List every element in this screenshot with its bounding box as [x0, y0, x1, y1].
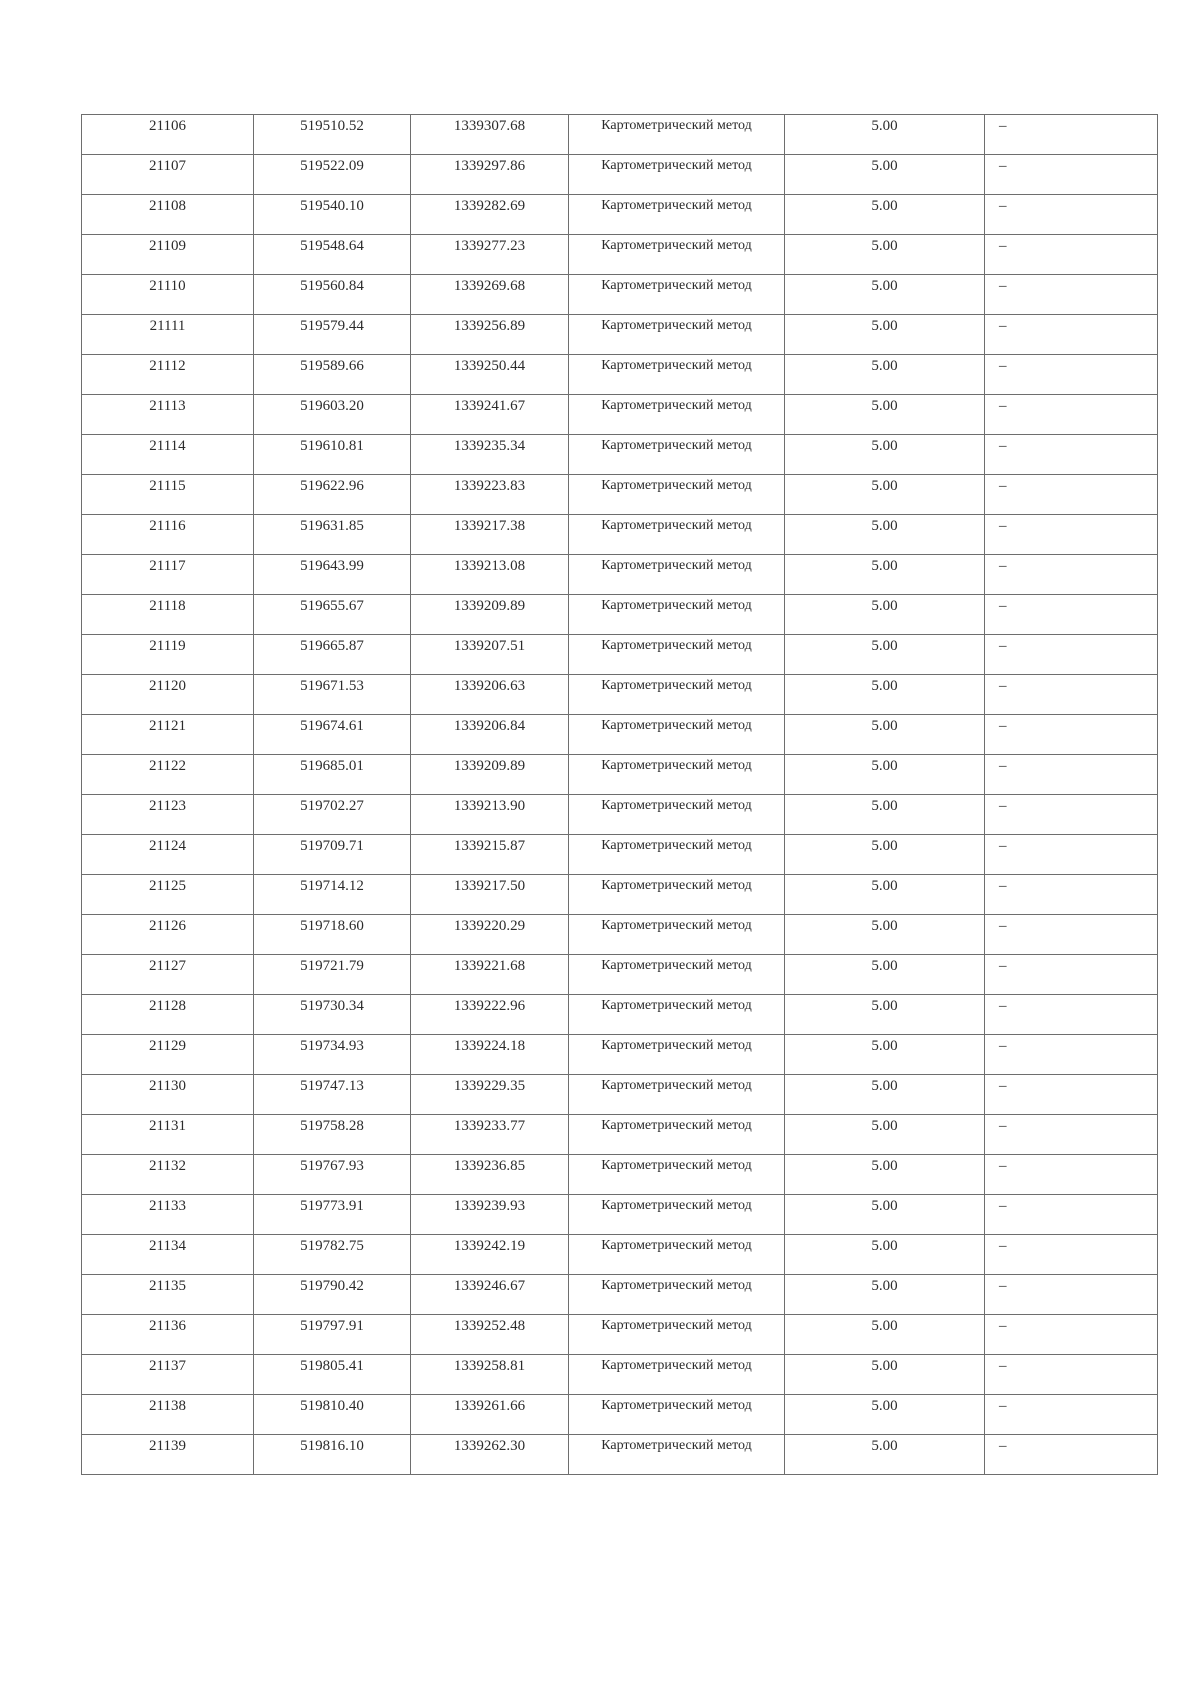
table-row [82, 1195, 1158, 1235]
method-cell: Картометрический метод [569, 475, 785, 515]
method-cell: Картометрический метод [569, 1315, 785, 1355]
x-coordinate-cell: 519730.34 [254, 995, 411, 1035]
y-coordinate-cell: 1339256.89 [411, 315, 569, 355]
point-number-cell: 21137 [82, 1355, 254, 1395]
x-coordinate-cell: 519631.85 [254, 515, 411, 555]
y-coordinate-cell: 1339233.77 [411, 1115, 569, 1155]
y-coordinate-cell: 1339258.81 [411, 1355, 569, 1395]
table-row [82, 1035, 1158, 1075]
method-cell: Картометрический метод [569, 1355, 785, 1395]
point-number-cell: 21127 [82, 955, 254, 995]
y-coordinate-cell: 1339236.85 [411, 1155, 569, 1195]
point-number-cell: 21125 [82, 875, 254, 915]
y-coordinate-cell: 1339282.69 [411, 195, 569, 235]
note-cell: – [985, 235, 1158, 275]
note-cell: – [985, 795, 1158, 835]
note-cell: – [985, 275, 1158, 315]
table-row [82, 155, 1158, 195]
table-row [82, 555, 1158, 595]
accuracy-cell: 5.00 [785, 315, 985, 355]
x-coordinate-cell: 519685.01 [254, 755, 411, 795]
point-number-cell: 21111 [82, 315, 254, 355]
table-row [82, 1115, 1158, 1155]
accuracy-cell: 5.00 [785, 1035, 985, 1075]
point-number-cell: 21124 [82, 835, 254, 875]
accuracy-cell: 5.00 [785, 1355, 985, 1395]
note-cell: – [985, 195, 1158, 235]
accuracy-cell: 5.00 [785, 475, 985, 515]
method-cell: Картометрический метод [569, 355, 785, 395]
y-coordinate-cell: 1339224.18 [411, 1035, 569, 1075]
x-coordinate-cell: 519721.79 [254, 955, 411, 995]
y-coordinate-cell: 1339209.89 [411, 755, 569, 795]
y-coordinate-cell: 1339207.51 [411, 635, 569, 675]
y-coordinate-cell: 1339277.23 [411, 235, 569, 275]
table-row [82, 235, 1158, 275]
point-number-cell: 21138 [82, 1395, 254, 1435]
note-cell: – [985, 1355, 1158, 1395]
table-row [82, 835, 1158, 875]
y-coordinate-cell: 1339223.83 [411, 475, 569, 515]
y-coordinate-cell: 1339213.08 [411, 555, 569, 595]
point-number-cell: 21122 [82, 755, 254, 795]
table-row [82, 635, 1158, 675]
method-cell: Картометрический метод [569, 1395, 785, 1435]
x-coordinate-cell: 519655.67 [254, 595, 411, 635]
method-cell: Картометрический метод [569, 555, 785, 595]
x-coordinate-cell: 519810.40 [254, 1395, 411, 1435]
y-coordinate-cell: 1339217.50 [411, 875, 569, 915]
point-number-cell: 21113 [82, 395, 254, 435]
table-row [82, 195, 1158, 235]
method-cell: Картометрический метод [569, 995, 785, 1035]
coordinates-table [81, 114, 1158, 1475]
method-cell: Картометрический метод [569, 195, 785, 235]
x-coordinate-cell: 519709.71 [254, 835, 411, 875]
method-cell: Картометрический метод [569, 1235, 785, 1275]
accuracy-cell: 5.00 [785, 1275, 985, 1315]
accuracy-cell: 5.00 [785, 555, 985, 595]
y-coordinate-cell: 1339222.96 [411, 995, 569, 1035]
x-coordinate-cell: 519767.93 [254, 1155, 411, 1195]
accuracy-cell: 5.00 [785, 1195, 985, 1235]
accuracy-cell: 5.00 [785, 155, 985, 195]
y-coordinate-cell: 1339239.93 [411, 1195, 569, 1235]
table-row [82, 995, 1158, 1035]
table-row [82, 1155, 1158, 1195]
method-cell: Картометрический метод [569, 1195, 785, 1235]
x-coordinate-cell: 519782.75 [254, 1235, 411, 1275]
point-number-cell: 21130 [82, 1075, 254, 1115]
accuracy-cell: 5.00 [785, 195, 985, 235]
method-cell: Картометрический метод [569, 1115, 785, 1155]
y-coordinate-cell: 1339206.63 [411, 675, 569, 715]
accuracy-cell: 5.00 [785, 435, 985, 475]
point-number-cell: 21118 [82, 595, 254, 635]
accuracy-cell: 5.00 [785, 235, 985, 275]
accuracy-cell: 5.00 [785, 835, 985, 875]
point-number-cell: 21114 [82, 435, 254, 475]
method-cell: Картометрический метод [569, 835, 785, 875]
point-number-cell: 21136 [82, 1315, 254, 1355]
accuracy-cell: 5.00 [785, 915, 985, 955]
accuracy-cell: 5.00 [785, 795, 985, 835]
note-cell: – [985, 435, 1158, 475]
x-coordinate-cell: 519540.10 [254, 195, 411, 235]
point-number-cell: 21131 [82, 1115, 254, 1155]
method-cell: Картометрический метод [569, 915, 785, 955]
point-number-cell: 21110 [82, 275, 254, 315]
x-coordinate-cell: 519805.41 [254, 1355, 411, 1395]
accuracy-cell: 5.00 [785, 755, 985, 795]
point-number-cell: 21112 [82, 355, 254, 395]
method-cell: Картометрический метод [569, 1155, 785, 1195]
note-cell: – [985, 1075, 1158, 1115]
table-row [82, 875, 1158, 915]
note-cell: – [985, 995, 1158, 1035]
y-coordinate-cell: 1339269.68 [411, 275, 569, 315]
y-coordinate-cell: 1339241.67 [411, 395, 569, 435]
x-coordinate-cell: 519610.81 [254, 435, 411, 475]
point-number-cell: 21132 [82, 1155, 254, 1195]
method-cell: Картометрический метод [569, 795, 785, 835]
method-cell: Картометрический метод [569, 1275, 785, 1315]
y-coordinate-cell: 1339209.89 [411, 595, 569, 635]
accuracy-cell: 5.00 [785, 1075, 985, 1115]
table-row [82, 395, 1158, 435]
x-coordinate-cell: 519548.64 [254, 235, 411, 275]
x-coordinate-cell: 519797.91 [254, 1315, 411, 1355]
accuracy-cell: 5.00 [785, 635, 985, 675]
method-cell: Картометрический метод [569, 115, 785, 155]
x-coordinate-cell: 519665.87 [254, 635, 411, 675]
x-coordinate-cell: 519522.09 [254, 155, 411, 195]
accuracy-cell: 5.00 [785, 1235, 985, 1275]
x-coordinate-cell: 519702.27 [254, 795, 411, 835]
y-coordinate-cell: 1339297.86 [411, 155, 569, 195]
point-number-cell: 21115 [82, 475, 254, 515]
point-number-cell: 21129 [82, 1035, 254, 1075]
table-row [82, 1075, 1158, 1115]
note-cell: – [985, 915, 1158, 955]
y-coordinate-cell: 1339213.90 [411, 795, 569, 835]
note-cell: – [985, 675, 1158, 715]
note-cell: – [985, 1275, 1158, 1315]
x-coordinate-cell: 519758.28 [254, 1115, 411, 1155]
note-cell: – [985, 755, 1158, 795]
x-coordinate-cell: 519714.12 [254, 875, 411, 915]
note-cell: – [985, 115, 1158, 155]
table-row [82, 955, 1158, 995]
table-row [82, 275, 1158, 315]
point-number-cell: 21117 [82, 555, 254, 595]
accuracy-cell: 5.00 [785, 1395, 985, 1435]
method-cell: Картометрический метод [569, 1035, 785, 1075]
accuracy-cell: 5.00 [785, 395, 985, 435]
method-cell: Картометрический метод [569, 955, 785, 995]
table-row [82, 915, 1158, 955]
point-number-cell: 21139 [82, 1435, 254, 1475]
x-coordinate-cell: 519622.96 [254, 475, 411, 515]
y-coordinate-cell: 1339262.30 [411, 1435, 569, 1475]
method-cell: Картометрический метод [569, 1075, 785, 1115]
note-cell: – [985, 1395, 1158, 1435]
point-number-cell: 21123 [82, 795, 254, 835]
method-cell: Картометрический метод [569, 435, 785, 475]
table-row [82, 675, 1158, 715]
x-coordinate-cell: 519674.61 [254, 715, 411, 755]
y-coordinate-cell: 1339261.66 [411, 1395, 569, 1435]
point-number-cell: 21133 [82, 1195, 254, 1235]
point-number-cell: 21121 [82, 715, 254, 755]
y-coordinate-cell: 1339250.44 [411, 355, 569, 395]
table-row [82, 1355, 1158, 1395]
accuracy-cell: 5.00 [785, 995, 985, 1035]
x-coordinate-cell: 519734.93 [254, 1035, 411, 1075]
note-cell: – [985, 395, 1158, 435]
point-number-cell: 21119 [82, 635, 254, 675]
note-cell: – [985, 555, 1158, 595]
x-coordinate-cell: 519773.91 [254, 1195, 411, 1235]
point-number-cell: 21126 [82, 915, 254, 955]
coordinates-table-body [82, 115, 1158, 1475]
accuracy-cell: 5.00 [785, 115, 985, 155]
note-cell: – [985, 1155, 1158, 1195]
y-coordinate-cell: 1339235.34 [411, 435, 569, 475]
method-cell: Картометрический метод [569, 515, 785, 555]
note-cell: – [985, 1315, 1158, 1355]
point-number-cell: 21120 [82, 675, 254, 715]
table-row [82, 1235, 1158, 1275]
note-cell: – [985, 515, 1158, 555]
table-row [82, 515, 1158, 555]
x-coordinate-cell: 519589.66 [254, 355, 411, 395]
note-cell: – [985, 875, 1158, 915]
method-cell: Картометрический метод [569, 635, 785, 675]
accuracy-cell: 5.00 [785, 875, 985, 915]
point-number-cell: 21107 [82, 155, 254, 195]
y-coordinate-cell: 1339242.19 [411, 1235, 569, 1275]
point-number-cell: 21116 [82, 515, 254, 555]
method-cell: Картометрический метод [569, 395, 785, 435]
accuracy-cell: 5.00 [785, 355, 985, 395]
accuracy-cell: 5.00 [785, 275, 985, 315]
point-number-cell: 21109 [82, 235, 254, 275]
y-coordinate-cell: 1339246.67 [411, 1275, 569, 1315]
table-row [82, 1395, 1158, 1435]
y-coordinate-cell: 1339220.29 [411, 915, 569, 955]
note-cell: – [985, 355, 1158, 395]
method-cell: Картометрический метод [569, 275, 785, 315]
y-coordinate-cell: 1339215.87 [411, 835, 569, 875]
y-coordinate-cell: 1339307.68 [411, 115, 569, 155]
note-cell: – [985, 595, 1158, 635]
x-coordinate-cell: 519643.99 [254, 555, 411, 595]
table-row [82, 115, 1158, 155]
y-coordinate-cell: 1339252.48 [411, 1315, 569, 1355]
accuracy-cell: 5.00 [785, 1315, 985, 1355]
accuracy-cell: 5.00 [785, 1115, 985, 1155]
table-row [82, 355, 1158, 395]
note-cell: – [985, 475, 1158, 515]
point-number-cell: 21135 [82, 1275, 254, 1315]
note-cell: – [985, 1115, 1158, 1155]
accuracy-cell: 5.00 [785, 1435, 985, 1475]
method-cell: Картометрический метод [569, 315, 785, 355]
accuracy-cell: 5.00 [785, 595, 985, 635]
point-number-cell: 21106 [82, 115, 254, 155]
x-coordinate-cell: 519671.53 [254, 675, 411, 715]
table-row [82, 1275, 1158, 1315]
method-cell: Картометрический метод [569, 675, 785, 715]
x-coordinate-cell: 519560.84 [254, 275, 411, 315]
accuracy-cell: 5.00 [785, 515, 985, 555]
note-cell: – [985, 955, 1158, 995]
method-cell: Картометрический метод [569, 595, 785, 635]
table-row [82, 715, 1158, 755]
table-row [82, 795, 1158, 835]
x-coordinate-cell: 519790.42 [254, 1275, 411, 1315]
note-cell: – [985, 1195, 1158, 1235]
accuracy-cell: 5.00 [785, 955, 985, 995]
x-coordinate-cell: 519816.10 [254, 1435, 411, 1475]
x-coordinate-cell: 519718.60 [254, 915, 411, 955]
point-number-cell: 21128 [82, 995, 254, 1035]
method-cell: Картометрический метод [569, 715, 785, 755]
table-row [82, 755, 1158, 795]
x-coordinate-cell: 519603.20 [254, 395, 411, 435]
table-row [82, 435, 1158, 475]
note-cell: – [985, 155, 1158, 195]
note-cell: – [985, 1235, 1158, 1275]
x-coordinate-cell: 519510.52 [254, 115, 411, 155]
table-row [82, 595, 1158, 635]
method-cell: Картометрический метод [569, 875, 785, 915]
method-cell: Картометрический метод [569, 755, 785, 795]
method-cell: Картометрический метод [569, 235, 785, 275]
note-cell: – [985, 1435, 1158, 1475]
y-coordinate-cell: 1339221.68 [411, 955, 569, 995]
table-row [82, 1315, 1158, 1355]
table-row [82, 475, 1158, 515]
x-coordinate-cell: 519747.13 [254, 1075, 411, 1115]
note-cell: – [985, 635, 1158, 675]
note-cell: – [985, 1035, 1158, 1075]
y-coordinate-cell: 1339229.35 [411, 1075, 569, 1115]
method-cell: Картометрический метод [569, 1435, 785, 1475]
accuracy-cell: 5.00 [785, 675, 985, 715]
accuracy-cell: 5.00 [785, 1155, 985, 1195]
point-number-cell: 21134 [82, 1235, 254, 1275]
accuracy-cell: 5.00 [785, 715, 985, 755]
note-cell: – [985, 715, 1158, 755]
table-row [82, 315, 1158, 355]
note-cell: – [985, 315, 1158, 355]
method-cell: Картометрический метод [569, 155, 785, 195]
y-coordinate-cell: 1339206.84 [411, 715, 569, 755]
x-coordinate-cell: 519579.44 [254, 315, 411, 355]
y-coordinate-cell: 1339217.38 [411, 515, 569, 555]
point-number-cell: 21108 [82, 195, 254, 235]
table-row [82, 1435, 1158, 1475]
note-cell: – [985, 835, 1158, 875]
